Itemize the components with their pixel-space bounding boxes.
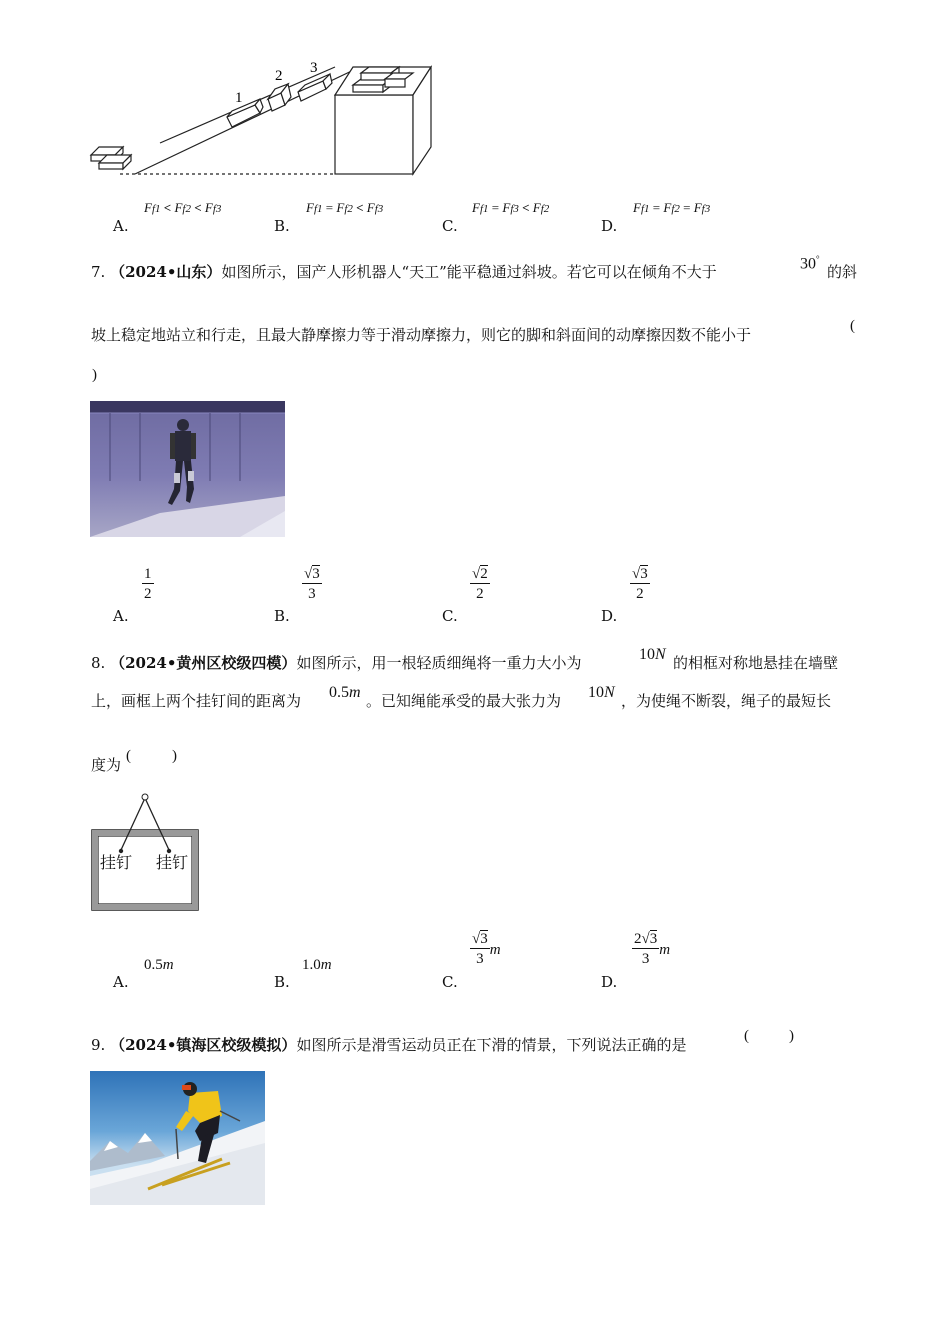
q8-source: （2024•黄州区校级四模） [110, 654, 297, 672]
q9-source: （2024•镇海区校级模拟） [110, 1036, 297, 1054]
q8-tension: 10N [588, 684, 615, 701]
q7-option-d-letter[interactable]: D. [601, 607, 618, 625]
q7-option-b-fraction: $\frac{√3}{3}$ [304, 566, 320, 602]
q8-option-d-letter[interactable]: D. [601, 973, 618, 991]
q8-option-c-value: $\frac{√3}{3}$ m [472, 931, 501, 967]
q7-option-d-fraction: $\frac{√3}{2}$ [632, 566, 648, 602]
q8-line1-end: 的相框对称地悬挂在墙壁 [673, 654, 839, 672]
q8-option-b-letter[interactable]: B. [274, 973, 290, 991]
q8-weight: 10N [639, 646, 666, 663]
q6-option-a-letter[interactable]: A. [113, 217, 129, 235]
incline-figure [85, 55, 445, 180]
q7-line2: 坡上稳定地站立和行走，且最大静摩擦力等于滑动摩擦力，则它的脚和斜面间的动摩擦因数不能小于 [91, 326, 752, 344]
q7-option-a-fraction: $\frac{1}{2}$ [144, 566, 152, 602]
q8-option-a-letter[interactable]: A. [113, 973, 129, 991]
q6-option-a-expr: Ff1 < Ff2 < Ff3 [144, 200, 222, 215]
q7-option-a-letter[interactable]: A. [113, 607, 129, 625]
q8-line3: 度为 [91, 756, 122, 774]
nail-label-right: 挂钉 [156, 853, 189, 872]
q8-line2b: 。已知绳能承受的最大张力为 [366, 692, 562, 710]
picture-frame-figure [90, 792, 202, 914]
robot-photo [90, 401, 285, 537]
q7-paren-open: ( [850, 318, 855, 334]
q8-option-b-value: 1.0m [302, 957, 332, 973]
q7-line1-end: 的斜 [827, 263, 858, 281]
q8-option-a-value: 0.5m [144, 957, 174, 973]
q6-option-d-expr: Ff1 = Ff2 = Ff3 [633, 200, 711, 215]
q6-option-c-expr: Ff1 = Ff3 < Ff2 [472, 200, 550, 215]
q9-line1: 9. （2024•镇海区校级模拟）如图所示是滑雪运动员正在下滑的情景，下列说法正确的是 [91, 1036, 687, 1054]
q7-option-b-letter[interactable]: B. [274, 607, 290, 625]
q6-option-b-letter[interactable]: B. [274, 217, 290, 235]
q6-option-c-letter[interactable]: C. [442, 217, 458, 235]
q8-option-c-letter[interactable]: C. [442, 973, 458, 991]
q8-option-d-value: $\frac{2√3}{3}$ m [634, 931, 671, 967]
q9-number: 9. [91, 1036, 106, 1054]
q7-line1: 7. （2024•山东）如图所示，国产人形机器人“天工”能平稳通过斜坡。若它可以在倾角不大于 [91, 263, 717, 281]
q8-paren-open: ( [126, 748, 131, 764]
q8-paren-close: ) [172, 748, 177, 764]
q8-line2c: ，为使绳不断裂，绳子的最短长 [621, 692, 832, 710]
block-label-2: 2 [275, 68, 283, 84]
q8-distance: 0.5m [329, 684, 361, 701]
q7-paren-close: ) [92, 367, 97, 383]
q7-angle: 30° [800, 254, 820, 273]
q8-line2a: 上，画框上两个挂钉间的距离为 [91, 692, 302, 710]
skier-photo [90, 1071, 265, 1205]
q9-paren-close: ) [789, 1028, 794, 1044]
q7-source: （2024•山东） [110, 263, 222, 281]
nail-label-left: 挂钉 [100, 853, 133, 872]
q6-option-d-letter[interactable]: D. [601, 217, 618, 235]
q8-line1: 8. （2024•黄州区校级四模）如图所示，用一根轻质细绳将一重力大小为 [91, 654, 582, 672]
q6-option-b-expr: Ff1 = Ff2 < Ff3 [306, 200, 384, 215]
q7-option-c-fraction: $\frac{√2}{2}$ [472, 566, 488, 602]
block-label-3: 3 [310, 60, 318, 76]
q8-number: 8. [91, 654, 106, 672]
q7-number: 7. [91, 263, 106, 281]
q7-option-c-letter[interactable]: C. [442, 607, 458, 625]
q9-paren-open: ( [744, 1028, 749, 1044]
block-label-1: 1 [235, 90, 243, 106]
